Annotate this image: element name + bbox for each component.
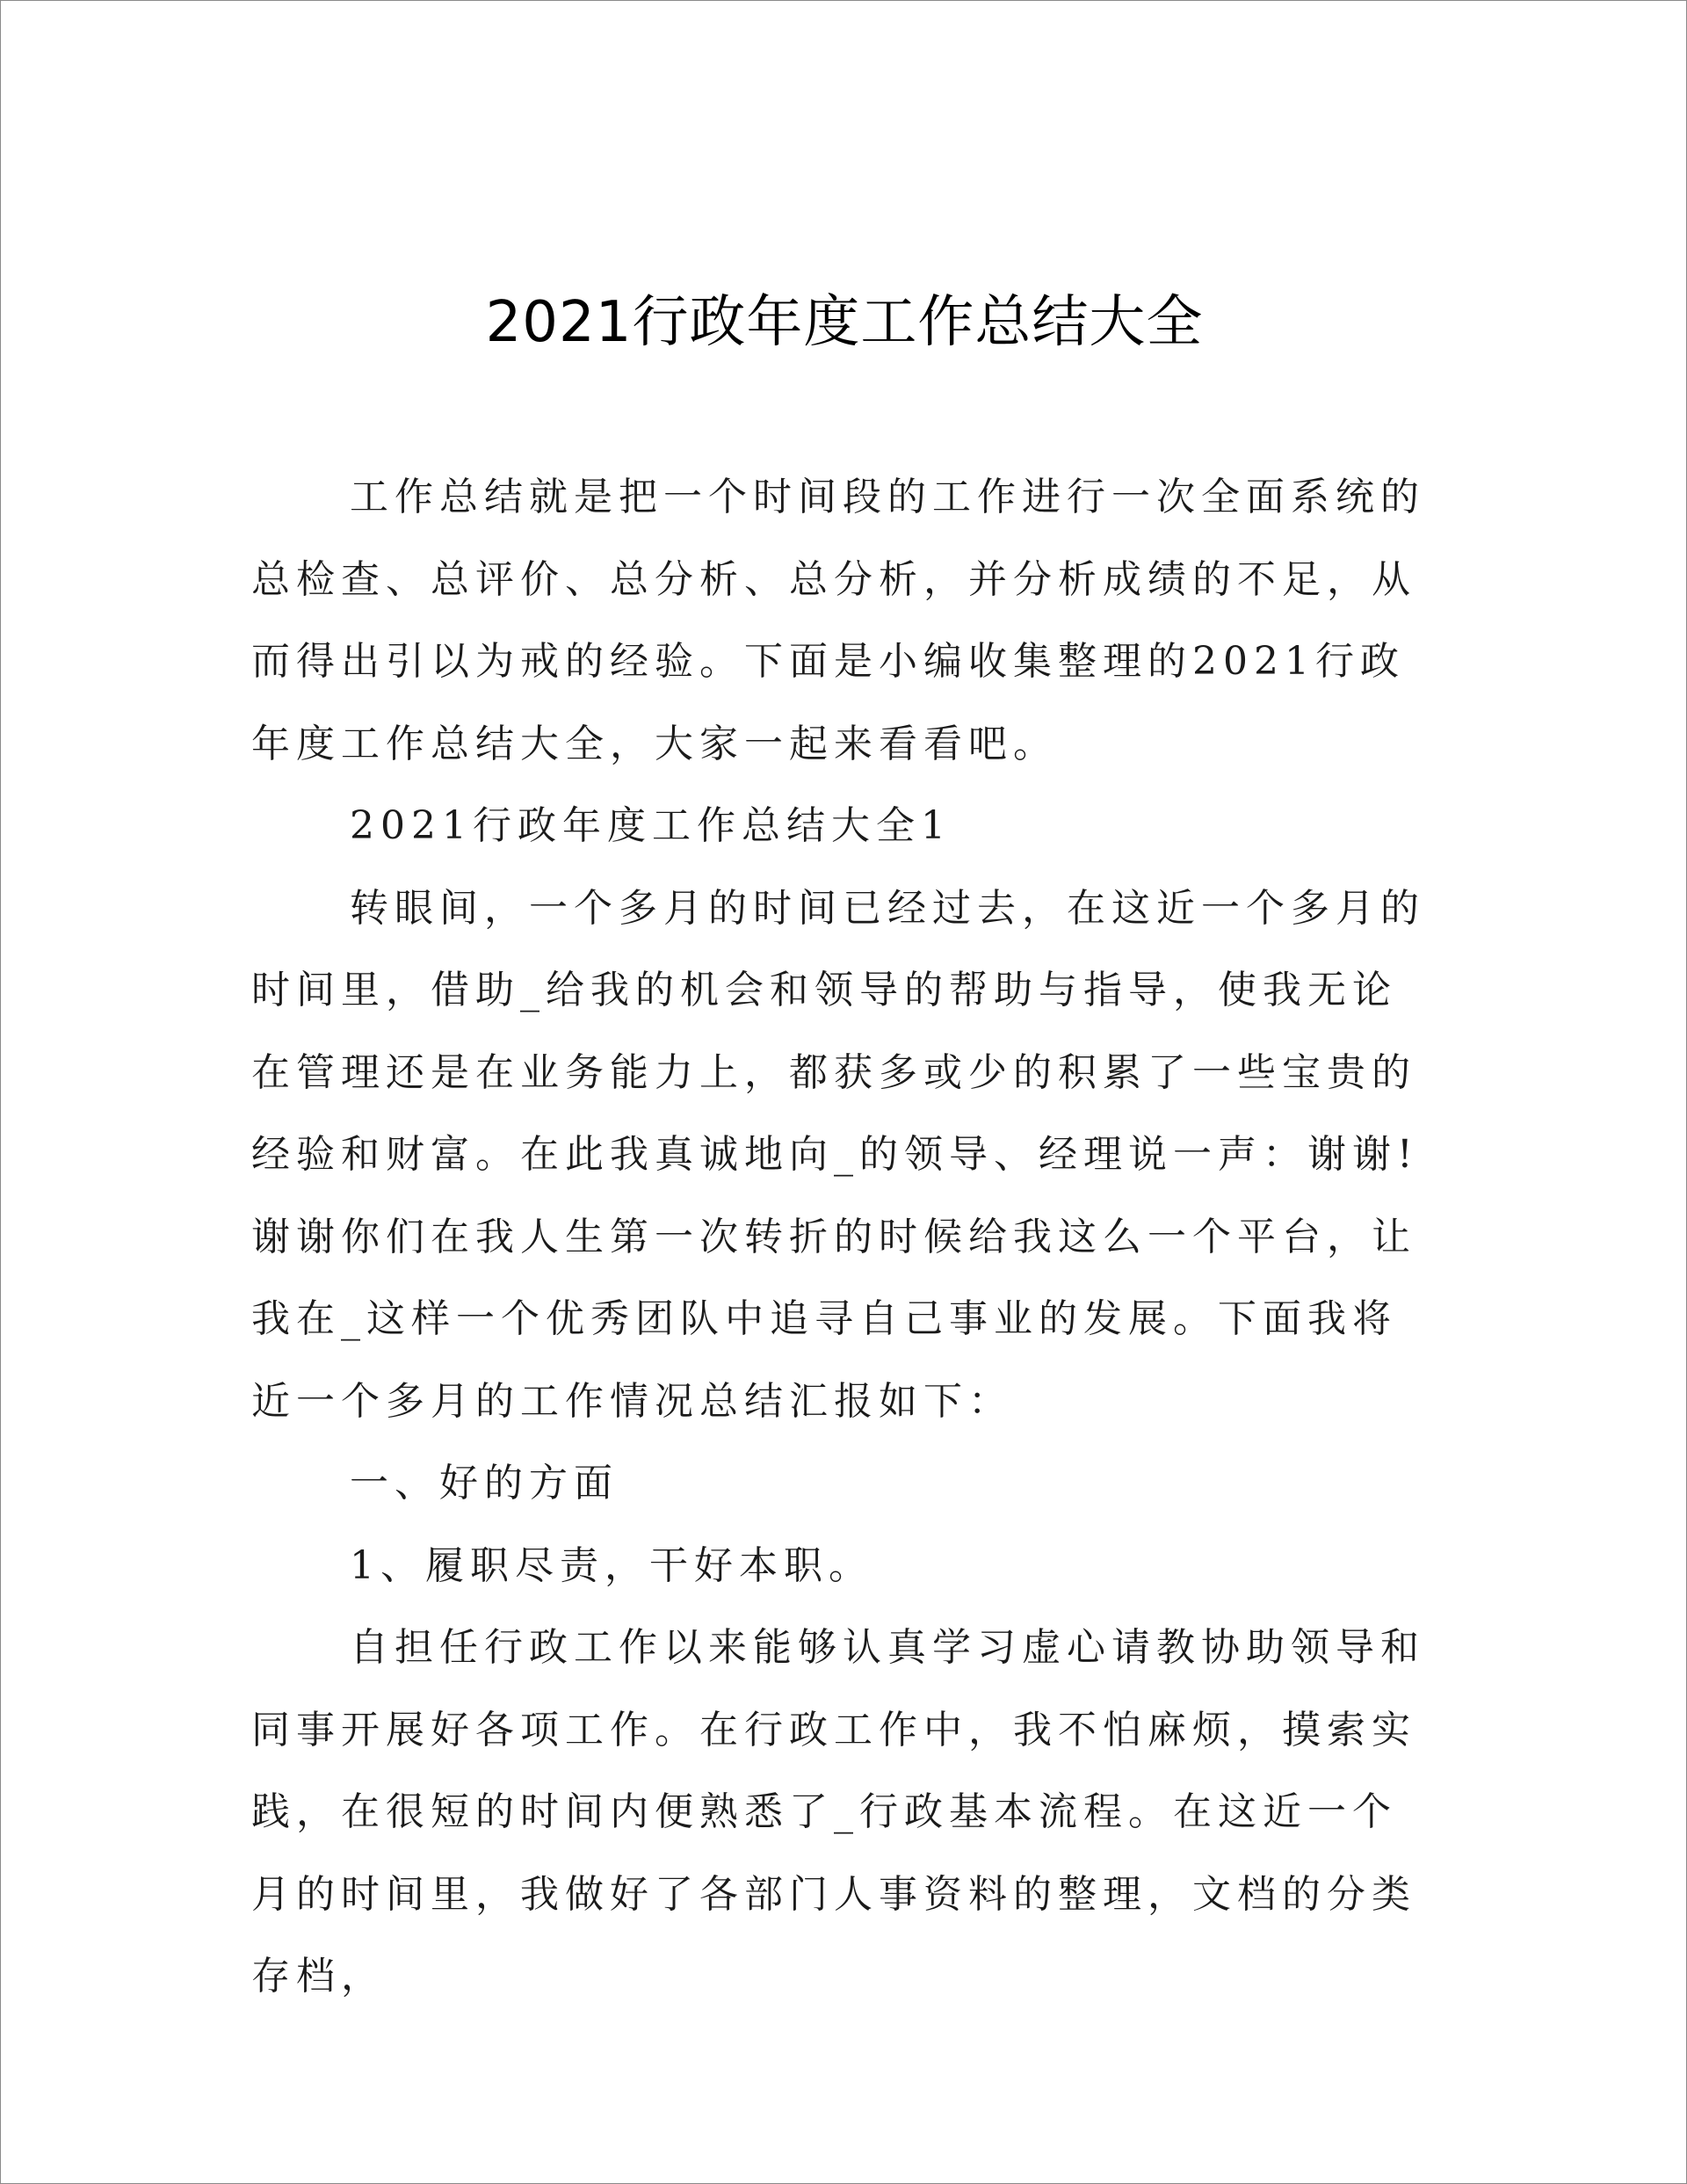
- subsection-heading: 一、好的方面: [350, 1461, 619, 1506]
- document-title: 2021行政年度工作总结大全: [485, 290, 1204, 355]
- section-heading: 2021行政年度工作总结大全1: [350, 803, 952, 848]
- list-item-heading: 1、履职尽责，干好本职。: [350, 1542, 873, 1588]
- intro-paragraph: 工作总结就是把一个时间段的工作进行一次全面系统的总检查、总评价、总分析、总分析，并分析成绩的不足，从而得出引以为戒的经验。下面是小编收集整理的2021行政年度工作总结大全，大家一起来看看吧。: [251, 475, 1425, 766]
- body-paragraph: 转眼间，一个多月的时间已经过去，在这近一个多月的时间里，借助_给我的机会和领导的帮助与指导，使我无论在管理还是在业务能力上，都获多或少的积累了一些宝贵的经验和财富。在此我真诚地向_的领导、经理说一声：谢谢!谢谢你们在我人生第一次转折的时候给我这么一个平台，让我在_这样一个优秀团队中追寻自己事业的发展。下面我将近一个多月的工作情况总结汇报如下：: [251, 885, 1425, 1424]
- document-body: [251, 456, 1437, 2018]
- body-paragraph: 自担任行政工作以来能够认真学习虚心请教协助领导和同事开展好各项工作。在行政工作中，我不怕麻烦，摸索实践，在很短的时间内便熟悉了_行政基本流程。在这近一个月的时间里，我做好了各部门人事资料的整理，文档的分类存档，: [251, 1625, 1425, 1999]
